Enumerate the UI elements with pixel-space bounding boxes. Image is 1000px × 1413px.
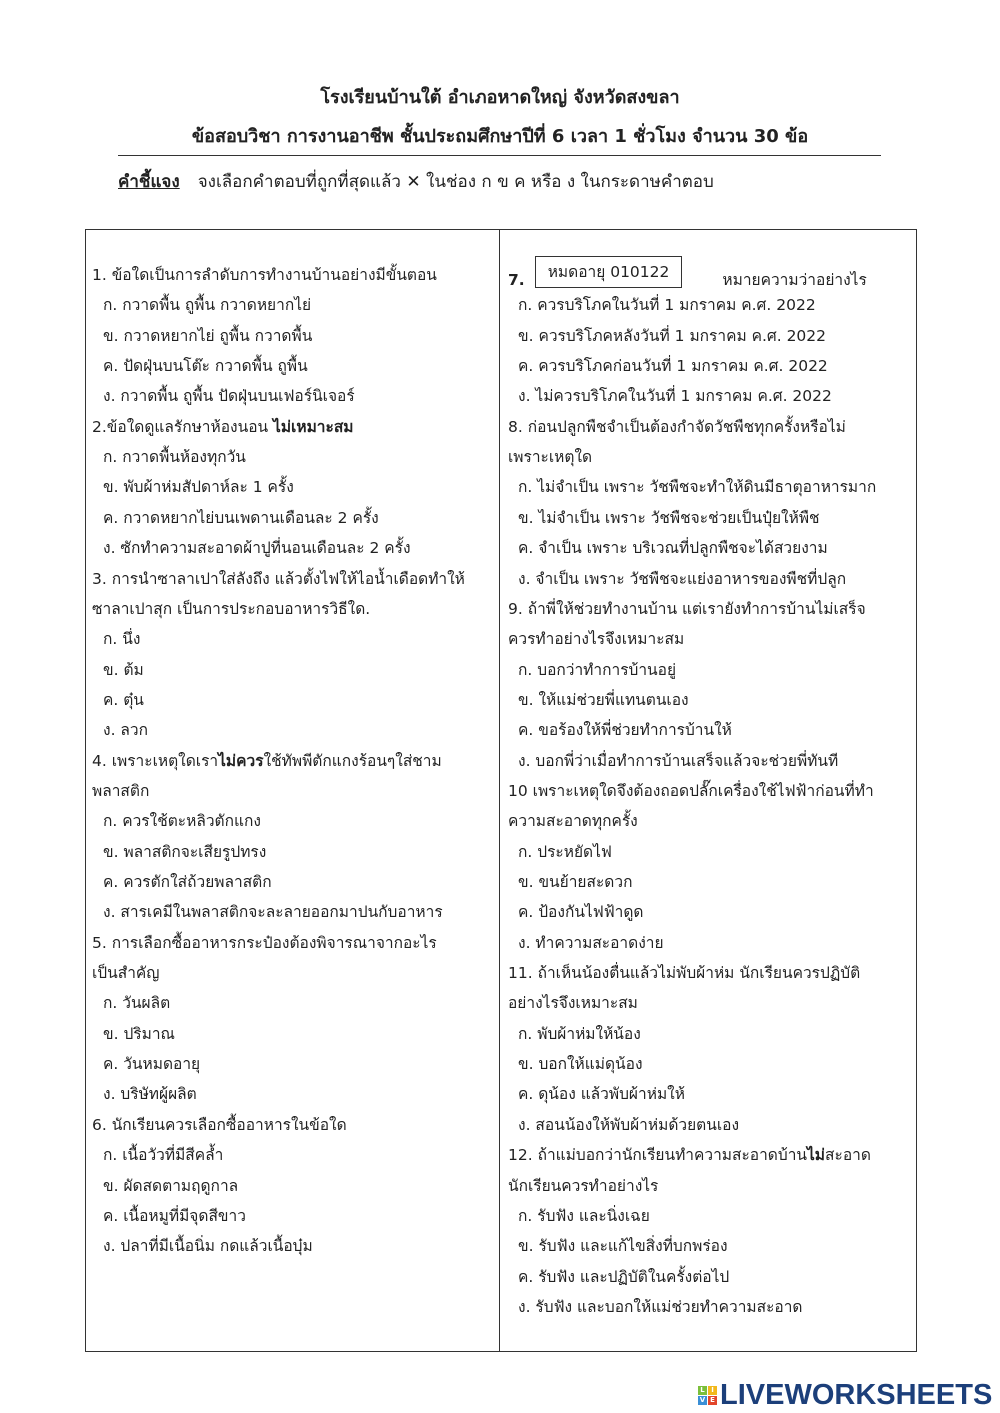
line-text: ข. รับฟัง และแก้ไขสิ่งที่บกพร่อง <box>518 1237 728 1256</box>
answer-choice <box>518 871 632 893</box>
question-line <box>508 992 638 1014</box>
logo-text: LIVEWORKSHEETS <box>720 1379 993 1411</box>
line-text: ค. ขอร้องให้พี่ช่วยทำการบ้านให้ <box>518 721 732 740</box>
question-line <box>508 416 846 438</box>
line-text: ง. บริษัทผู้ผลิต <box>103 1085 197 1104</box>
answer-choice <box>103 507 379 529</box>
answer-choice <box>518 1053 643 1075</box>
line-text: ก. พับผ้าห่มให้น้อง <box>518 1024 641 1043</box>
answer-choice <box>518 537 828 559</box>
answer-choice <box>103 841 266 863</box>
line-text: ง. สอนน้องให้พับผ้าห่มด้วยตนเอง <box>518 1115 740 1134</box>
question-line <box>92 750 442 772</box>
answer-choice <box>518 325 826 347</box>
answer-choice <box>103 1053 200 1075</box>
line-text: ง. ลวก <box>103 721 149 740</box>
liveworksheets-logo <box>698 1379 992 1412</box>
line-text: ง. ปลาที่มีเนื้อนิ่ม กดแล้วเนื้อบุ๋ม <box>103 1237 313 1256</box>
answer-choice <box>103 992 170 1014</box>
answer-choice <box>518 507 820 529</box>
answer-choice <box>518 1083 685 1105</box>
question-line <box>92 416 354 438</box>
answer-choice <box>518 355 828 377</box>
line-text: อย่างไรจึงเหมาะสม <box>508 994 638 1013</box>
answer-choice <box>103 385 355 407</box>
question-line <box>508 264 867 296</box>
instructions-label: คำชี้แจง <box>118 172 180 192</box>
answer-choice <box>518 1114 739 1136</box>
line-text: เป็นสำคัญ <box>92 964 160 983</box>
answer-choice <box>518 476 876 498</box>
line-text: ค. จำเป็น เพราะ บริเวณที่ปลูกพืชจะได้สวยงาม <box>518 539 828 558</box>
line-text: 5. การเลือกซื้ออาหารกระป๋องต้องพิจารณาจากอะไร <box>92 933 437 952</box>
answer-choice <box>518 689 689 711</box>
line-text: หมายความว่าอย่างไร <box>722 271 867 289</box>
line-text: ง. ไม่ควรบริโภคในวันที่ 1 มกราคม ค.ศ. 2022 <box>518 387 832 406</box>
answer-choice <box>103 871 272 893</box>
line-text: ข. ต้ม <box>103 660 144 679</box>
line-text: 1. ข้อใดเป็นการลำดับการทำงานบ้านอย่างมีขั้นตอน <box>92 266 437 284</box>
question-line <box>92 962 159 984</box>
line-text: ก. บอกว่าทำการบ้านอยู่ <box>518 660 677 679</box>
answer-choice <box>103 628 140 650</box>
question-line <box>92 932 437 954</box>
emphasis-text: ไม่เหมาะสม <box>273 417 354 436</box>
question-line <box>92 568 465 590</box>
answer-choice <box>518 750 838 772</box>
answer-choice <box>103 659 144 681</box>
answer-choice <box>103 689 144 711</box>
line-text: 11. ถ้าเห็นน้องตื่นแล้วไม่พับผ้าห่ม นักเรียนควรปฏิบัติ <box>508 964 861 983</box>
answer-choice <box>103 294 311 316</box>
line-text: 6. นักเรียนควรเลือกซื้ออาหารในข้อใด <box>92 1115 347 1134</box>
answer-choice <box>103 325 312 347</box>
exam-subtitle: ข้อสอบวิชา การงานอาชีพ ชั้นประถมศึกษาปีที่ 6 เวลา 1 ชั่วโมง จำนวน 30 ข้อ <box>191 126 809 147</box>
line-text: ข. ควรบริโภคหลังวันที่ 1 มกราคม ค.ศ. 2022 <box>518 326 827 345</box>
line-text: 2.ข้อใดดูแลรักษาห้องนอน <box>92 417 274 436</box>
line-text: ก. กวาดพื้น ถูพื้น กวาดหยากไย่ <box>103 296 312 315</box>
line-text: ค. เนื้อหมูที่มีจุดสีขาว <box>103 1206 246 1225</box>
logo-cube-icon <box>698 1386 717 1405</box>
answer-choice <box>103 719 148 741</box>
school-title: โรงเรียนบ้านใต้ อำเภอหาดใหญ่ จังหวัดสงขลา <box>320 87 680 108</box>
logo-cube-letter: E <box>708 1396 717 1405</box>
line-text: ความสะอาดทุกครั้ง <box>508 812 638 831</box>
line-text: ง. จำเป็น เพราะ วัชพืชจะแย่งอาหารของพืชที่ปลูก <box>518 569 847 588</box>
question-line <box>508 810 638 832</box>
expiry-label-box: หมดอายุ 010122 <box>535 256 683 288</box>
line-text: ง. กวาดพื้น ถูพื้น ปัดฝุ่นบนเฟอร์นิเจอร์ <box>103 387 355 406</box>
line-text: ข. พับผ้าห่มสัปดาห์ละ 1 ครั้ง <box>103 478 294 497</box>
answer-choice <box>103 446 246 468</box>
line-text: 3. การนำซาลาเปาใส่ลังถึง แล้วตั้งไฟให้ไอน้ำเดือดทำให้ <box>92 569 465 588</box>
line-text: ก. ไม่จำเป็น เพราะ วัชพืชจะทำให้ดินมีธาตุอาหารมาก <box>518 478 877 497</box>
instructions-text: จงเลือกคำตอบที่ถูกที่สุดแล้ว ✕ ในช่อง ก ข ค หรือ ง ในกระดาษคำตอบ <box>197 172 714 192</box>
answer-choice <box>103 1023 175 1045</box>
answer-choice <box>518 1205 650 1227</box>
line-text: ง. ทำความสะอาดง่าย <box>518 933 664 952</box>
line-text: ข. ปริมาณ <box>103 1024 175 1043</box>
line-text: ก. ควรบริโภคในวันที่ 1 มกราคม ค.ศ. 2022 <box>518 296 816 315</box>
answer-choice <box>103 355 308 377</box>
answer-choice <box>518 841 612 863</box>
emphasis-text: ไม่ควร <box>218 751 264 770</box>
logo-cube-letter: I <box>708 1386 717 1395</box>
line-text: 8. ก่อนปลูกพืชจำเป็นต้องกำจัดวัชพืชทุกครั้งหรือไม่ <box>508 417 846 436</box>
logo-cube-letter: L <box>698 1386 707 1395</box>
answer-choice <box>103 1144 223 1166</box>
line-text: ค. ปัดฝุ่นบนโต๊ะ กวาดพื้น ถูพื้น <box>103 357 308 376</box>
emphasis-text: 7. <box>508 271 525 289</box>
question-line <box>508 446 592 468</box>
line-text: ข. ไม่จำเป็น เพราะ วัชพืชจะช่วยเป็นปุ๋ยให้พืช <box>518 508 820 527</box>
answer-choice <box>103 476 294 498</box>
line-text: นักเรียนควรทำอย่างไร <box>508 1176 659 1195</box>
answer-choice <box>103 1205 246 1227</box>
line-text: ข. พลาสติกจะเสียรูปทรง <box>103 842 267 861</box>
line-text: ค. ป้องกันไฟฟ้าดูด <box>518 903 644 922</box>
answer-choice <box>518 1023 641 1045</box>
question-line <box>508 1144 871 1166</box>
header-divider <box>118 155 881 156</box>
instructions <box>118 168 714 195</box>
line-text: ข. ผัดสดตามฤดูกาล <box>103 1176 239 1195</box>
answer-choice <box>518 1266 729 1288</box>
line-text: ง. สารเคมีในพลาสติกจะละลายออกมาปนกับอาหาร <box>103 903 443 922</box>
line-text: ก. รับฟัง และนิ่งเฉย <box>518 1206 650 1225</box>
line-text: ข. กวาดหยากไย่ ถูพื้น กวาดพื้น <box>103 326 313 345</box>
answer-choice <box>518 385 832 407</box>
line-text: ก. วันผลิต <box>103 994 171 1013</box>
logo-cube-letter: V <box>699 1396 706 1404</box>
line-text: ก. กวาดพื้นห้องทุกวัน <box>103 448 246 467</box>
line-text: สะอาด <box>825 1146 871 1165</box>
answer-choice <box>518 901 644 923</box>
line-text: ค. วันหมดอายุ <box>103 1055 201 1074</box>
question-line <box>508 962 860 984</box>
answer-choice <box>103 1175 238 1197</box>
answer-choice <box>103 810 261 832</box>
line-text: ซาลาเปาสุก เป็นการประกอบอาหารวิธีใด. <box>92 599 371 618</box>
answer-choice <box>518 932 664 954</box>
answer-choice <box>518 294 816 316</box>
question-line <box>508 780 874 802</box>
question-line <box>508 598 866 620</box>
line-text: ก. ประหยัดไฟ <box>518 842 612 861</box>
column-divider <box>499 229 500 1352</box>
question-line <box>508 628 684 650</box>
answer-choice <box>518 1296 802 1318</box>
line-text: ค. รับฟัง และปฏิบัติในครั้งต่อไป <box>518 1267 730 1286</box>
line-text: ใช้ทัพพีตักแกงร้อนๆใส่ชาม <box>263 751 442 770</box>
line-text: ค. ควรบริโภคก่อนวันที่ 1 มกราคม ค.ศ. 2022 <box>518 357 828 376</box>
line-text: ค. กวาดหยากไย่บนเพดานเดือนละ 2 ครั้ง <box>103 508 379 527</box>
line-text: 4. เพราะเหตุใดเรา <box>92 751 219 770</box>
answer-choice <box>103 1083 197 1105</box>
line-text: ข. ให้แม่ช่วยพี่แทนตนเอง <box>518 690 689 709</box>
question-line <box>508 1175 658 1197</box>
line-text: ค. ดุน้อง แล้วพับผ้าห่มให้ <box>518 1085 685 1104</box>
line-text: ก. ควรใช้ตะหลิวตักแกง <box>103 812 261 831</box>
line-text: 12. ถ้าแม่บอกว่านักเรียนทำความสะอาดบ้าน <box>508 1146 808 1165</box>
line-text: พลาสติก <box>92 781 150 800</box>
answer-choice <box>103 537 411 559</box>
question-line <box>92 780 149 802</box>
answer-choice <box>518 719 732 741</box>
line-text: ข. ขนย้ายสะดวก <box>518 873 633 891</box>
line-text: ค. ควรตักใส่ถ้วยพลาสติก <box>103 873 272 891</box>
emphasis-text: ไม่ <box>807 1146 826 1165</box>
line-text: ก. เนื้อวัวที่มีสีคล้ำ <box>103 1146 224 1165</box>
line-text: 9. ถ้าพี่ให้ช่วยทำงานบ้าน แต่เรายังทำการบ้านไม่เสร็จ <box>508 599 866 618</box>
answer-choice <box>518 1235 728 1257</box>
question-line <box>92 1114 347 1136</box>
line-text: เพราะเหตุใด <box>508 448 593 467</box>
question-line <box>92 598 370 620</box>
line-text: ง. ซักทำความสะอาดผ้าปูที่นอนเดือนละ 2 ครั้ง <box>103 539 411 558</box>
line-text: ก. นึ่ง <box>103 630 141 649</box>
answer-choice <box>518 568 846 590</box>
question-line <box>92 264 437 286</box>
line-text: ค. ตุ๋น <box>103 690 144 709</box>
line-text: 10 เพราะเหตุใดจึงต้องถอดปลั๊กเครื่องใช้ไฟฟ้าก่อนที่ทำ <box>508 781 874 800</box>
answer-choice <box>103 901 443 923</box>
answer-choice <box>518 659 676 681</box>
line-text: ควรทำอย่างไรจึงเหมาะสม <box>508 630 685 649</box>
line-text: ง. บอกพี่ว่าเมื่อทำการบ้านเสร็จแล้วจะช่วยพี่ทันที <box>518 751 839 770</box>
line-text: ข. บอกให้แม่ดุน้อง <box>518 1055 643 1074</box>
line-text: ง. รับฟัง และบอกให้แม่ช่วยทำความสะอาด <box>518 1297 803 1316</box>
answer-choice <box>103 1235 313 1257</box>
